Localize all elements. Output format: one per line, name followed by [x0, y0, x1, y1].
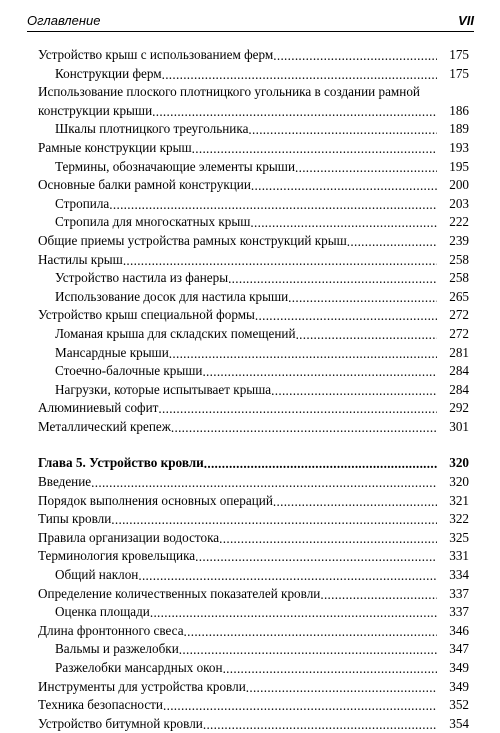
toc-entry-title: Устройство битумной кровли ..... [38, 716, 203, 731]
toc-entry-title: Правила организации водостока ..... [38, 530, 219, 545]
toc-page-number: 222 [437, 213, 469, 232]
toc-entry-title: Устройство крыш специальной формы ..... [38, 307, 255, 322]
toc-entry [38, 83, 469, 120]
toc-entry-title: Конструкции ферм ..... [55, 66, 162, 81]
toc-entry-title: Металлический крепеж ..... [38, 419, 171, 434]
toc-entry-title: Стоечно-балочные крыши ..... [55, 363, 202, 378]
toc-entry [38, 529, 469, 548]
toc-entry [38, 585, 469, 604]
toc-group-chapter-5 [38, 454, 469, 733]
toc-page-number: 193 [437, 139, 469, 158]
toc-page-number: 301 [437, 418, 469, 437]
toc-page-number: 258 [437, 251, 469, 270]
toc-entry-title: Техника безопасности ..... [38, 697, 163, 712]
toc-entry [55, 288, 469, 307]
toc-entry-title: Глава 5. Устройство кровли ..... [38, 455, 204, 470]
toc-page-number: 281 [437, 344, 469, 363]
page-number-roman: VII [458, 12, 474, 28]
toc-page-number: 284 [437, 362, 469, 381]
toc-entry [55, 659, 469, 678]
toc-page-number: 321 [437, 492, 469, 511]
toc-entry [38, 492, 469, 511]
toc-entry-title: Алюминиевый софит ..... [38, 400, 158, 415]
toc-entry-title: Нагрузки, которые испытывает крыша ..... [55, 382, 271, 397]
toc-chapter-heading [38, 454, 469, 473]
toc-page-number: 320 [437, 454, 469, 473]
toc-entry [55, 195, 469, 214]
toc-entry [38, 399, 469, 418]
toc-entry [55, 344, 469, 363]
toc-entry-title: Использование досок для настила крыши ..... [55, 289, 288, 304]
toc-page-number: 331 [437, 547, 469, 566]
toc-entry [38, 510, 469, 529]
toc-entry [38, 139, 469, 158]
toc-entry [38, 176, 469, 195]
toc-entry-title: Введение ..... [38, 474, 91, 489]
toc-page-number: 325 [437, 529, 469, 548]
toc-entry [55, 381, 469, 400]
toc-page-number: 349 [437, 678, 469, 697]
toc-page-number: 322 [437, 510, 469, 529]
toc-entry-title-continuation: конструкции крыши ..... [38, 103, 152, 118]
toc-page-number: 258 [437, 269, 469, 288]
toc-entry-title: Устройство крыш с использованием ферм ..... [38, 47, 273, 62]
group-spacer [38, 436, 469, 454]
toc-entry-title: Использование плоского плотницкого угольника в создании рамной [38, 84, 420, 100]
toc-entry-title: Терминология кровельщика ..... [38, 548, 195, 563]
toc-entry-title: Стропила для многоскатных крыш ..... [55, 214, 250, 229]
toc-entry [38, 547, 469, 566]
toc-page-number: 337 [437, 585, 469, 604]
toc-entry-title: Вальмы и разжелобки ..... [55, 641, 179, 656]
toc-page-number: 189 [437, 120, 469, 139]
toc-entry [38, 622, 469, 641]
toc-entry-title: Рамные конструкции крыш ..... [38, 140, 192, 155]
toc-entry-title: Термины, обозначающие элементы крыши ..... [55, 159, 295, 174]
toc-entry-title: Устройство настила из фанеры ..... [55, 270, 228, 285]
toc-entry [55, 640, 469, 659]
toc-entry [38, 306, 469, 325]
table-of-contents [38, 46, 469, 733]
toc-entry [38, 251, 469, 270]
toc-page-number: 239 [437, 232, 469, 251]
toc-entry [55, 566, 469, 585]
toc-page-number: 195 [437, 158, 469, 177]
toc-page-number: 265 [437, 288, 469, 307]
toc-page-number: 200 [437, 176, 469, 195]
toc-entry-title: Разжелобки мансардных окон ..... [55, 660, 223, 675]
toc-entry [55, 158, 469, 177]
toc-page-number: 175 [437, 65, 469, 84]
toc-entry [55, 120, 469, 139]
toc-entry [38, 696, 469, 715]
header-rule [27, 31, 474, 32]
running-head-title: Оглавление [27, 12, 101, 28]
toc-page-number: 349 [437, 659, 469, 678]
toc-page-number: 284 [437, 381, 469, 400]
toc-entry [38, 473, 469, 492]
toc-page-number: 337 [437, 603, 469, 622]
toc-entry-title: Порядок выполнения основных операций ..... [38, 493, 273, 508]
toc-page-number: 354 [437, 715, 469, 733]
toc-entry-title: Общие приемы устройства рамных конструкций крыш ..... [38, 233, 347, 248]
toc-entry-title: Настилы крыш ..... [38, 252, 123, 267]
toc-page-number: 175 [437, 46, 469, 65]
toc-entry [38, 418, 469, 437]
toc-entry [55, 603, 469, 622]
toc-page-number: 272 [437, 306, 469, 325]
running-head [27, 12, 474, 28]
toc-page-number: 203 [437, 195, 469, 214]
toc-page-number: 352 [437, 696, 469, 715]
toc-entry-title: Определение количественных показателей кровли ..... [38, 586, 320, 601]
toc-page-number: 186 [437, 102, 469, 121]
toc-page-number: 320 [437, 473, 469, 492]
toc-entry-title: Стропила ..... [55, 196, 109, 211]
toc-entry [55, 325, 469, 344]
toc-entry [38, 678, 469, 697]
toc-entry-title: Основные балки рамной конструкции ..... [38, 177, 251, 192]
toc-page-number: 347 [437, 640, 469, 659]
toc-entry-title: Мансардные крыши ..... [55, 345, 169, 360]
toc-entry-title: Шкалы плотницкого треугольника ..... [55, 121, 248, 136]
toc-entry [55, 362, 469, 381]
toc-entry-title: Инструменты для устройства кровли ..... [38, 679, 246, 694]
toc-entry [55, 65, 469, 84]
toc-entry-title: Длина фронтонного свеса ..... [38, 623, 184, 638]
toc-entry [38, 46, 469, 65]
toc-entry-title: Типы кровли ..... [38, 511, 111, 526]
toc-entry [55, 213, 469, 232]
toc-entry [38, 715, 469, 733]
toc-entry-title: Оценка площади ..... [55, 604, 150, 619]
toc-entry-title: Ломаная крыша для складских помещений ..... [55, 326, 296, 341]
toc-entry [55, 269, 469, 288]
toc-page-number: 334 [437, 566, 469, 585]
toc-page-number: 272 [437, 325, 469, 344]
toc-entry [38, 232, 469, 251]
toc-group-continued [38, 46, 469, 436]
toc-page-number: 292 [437, 399, 469, 418]
toc-page-number: 346 [437, 622, 469, 641]
toc-entry-title: Общий наклон ..... [55, 567, 138, 582]
